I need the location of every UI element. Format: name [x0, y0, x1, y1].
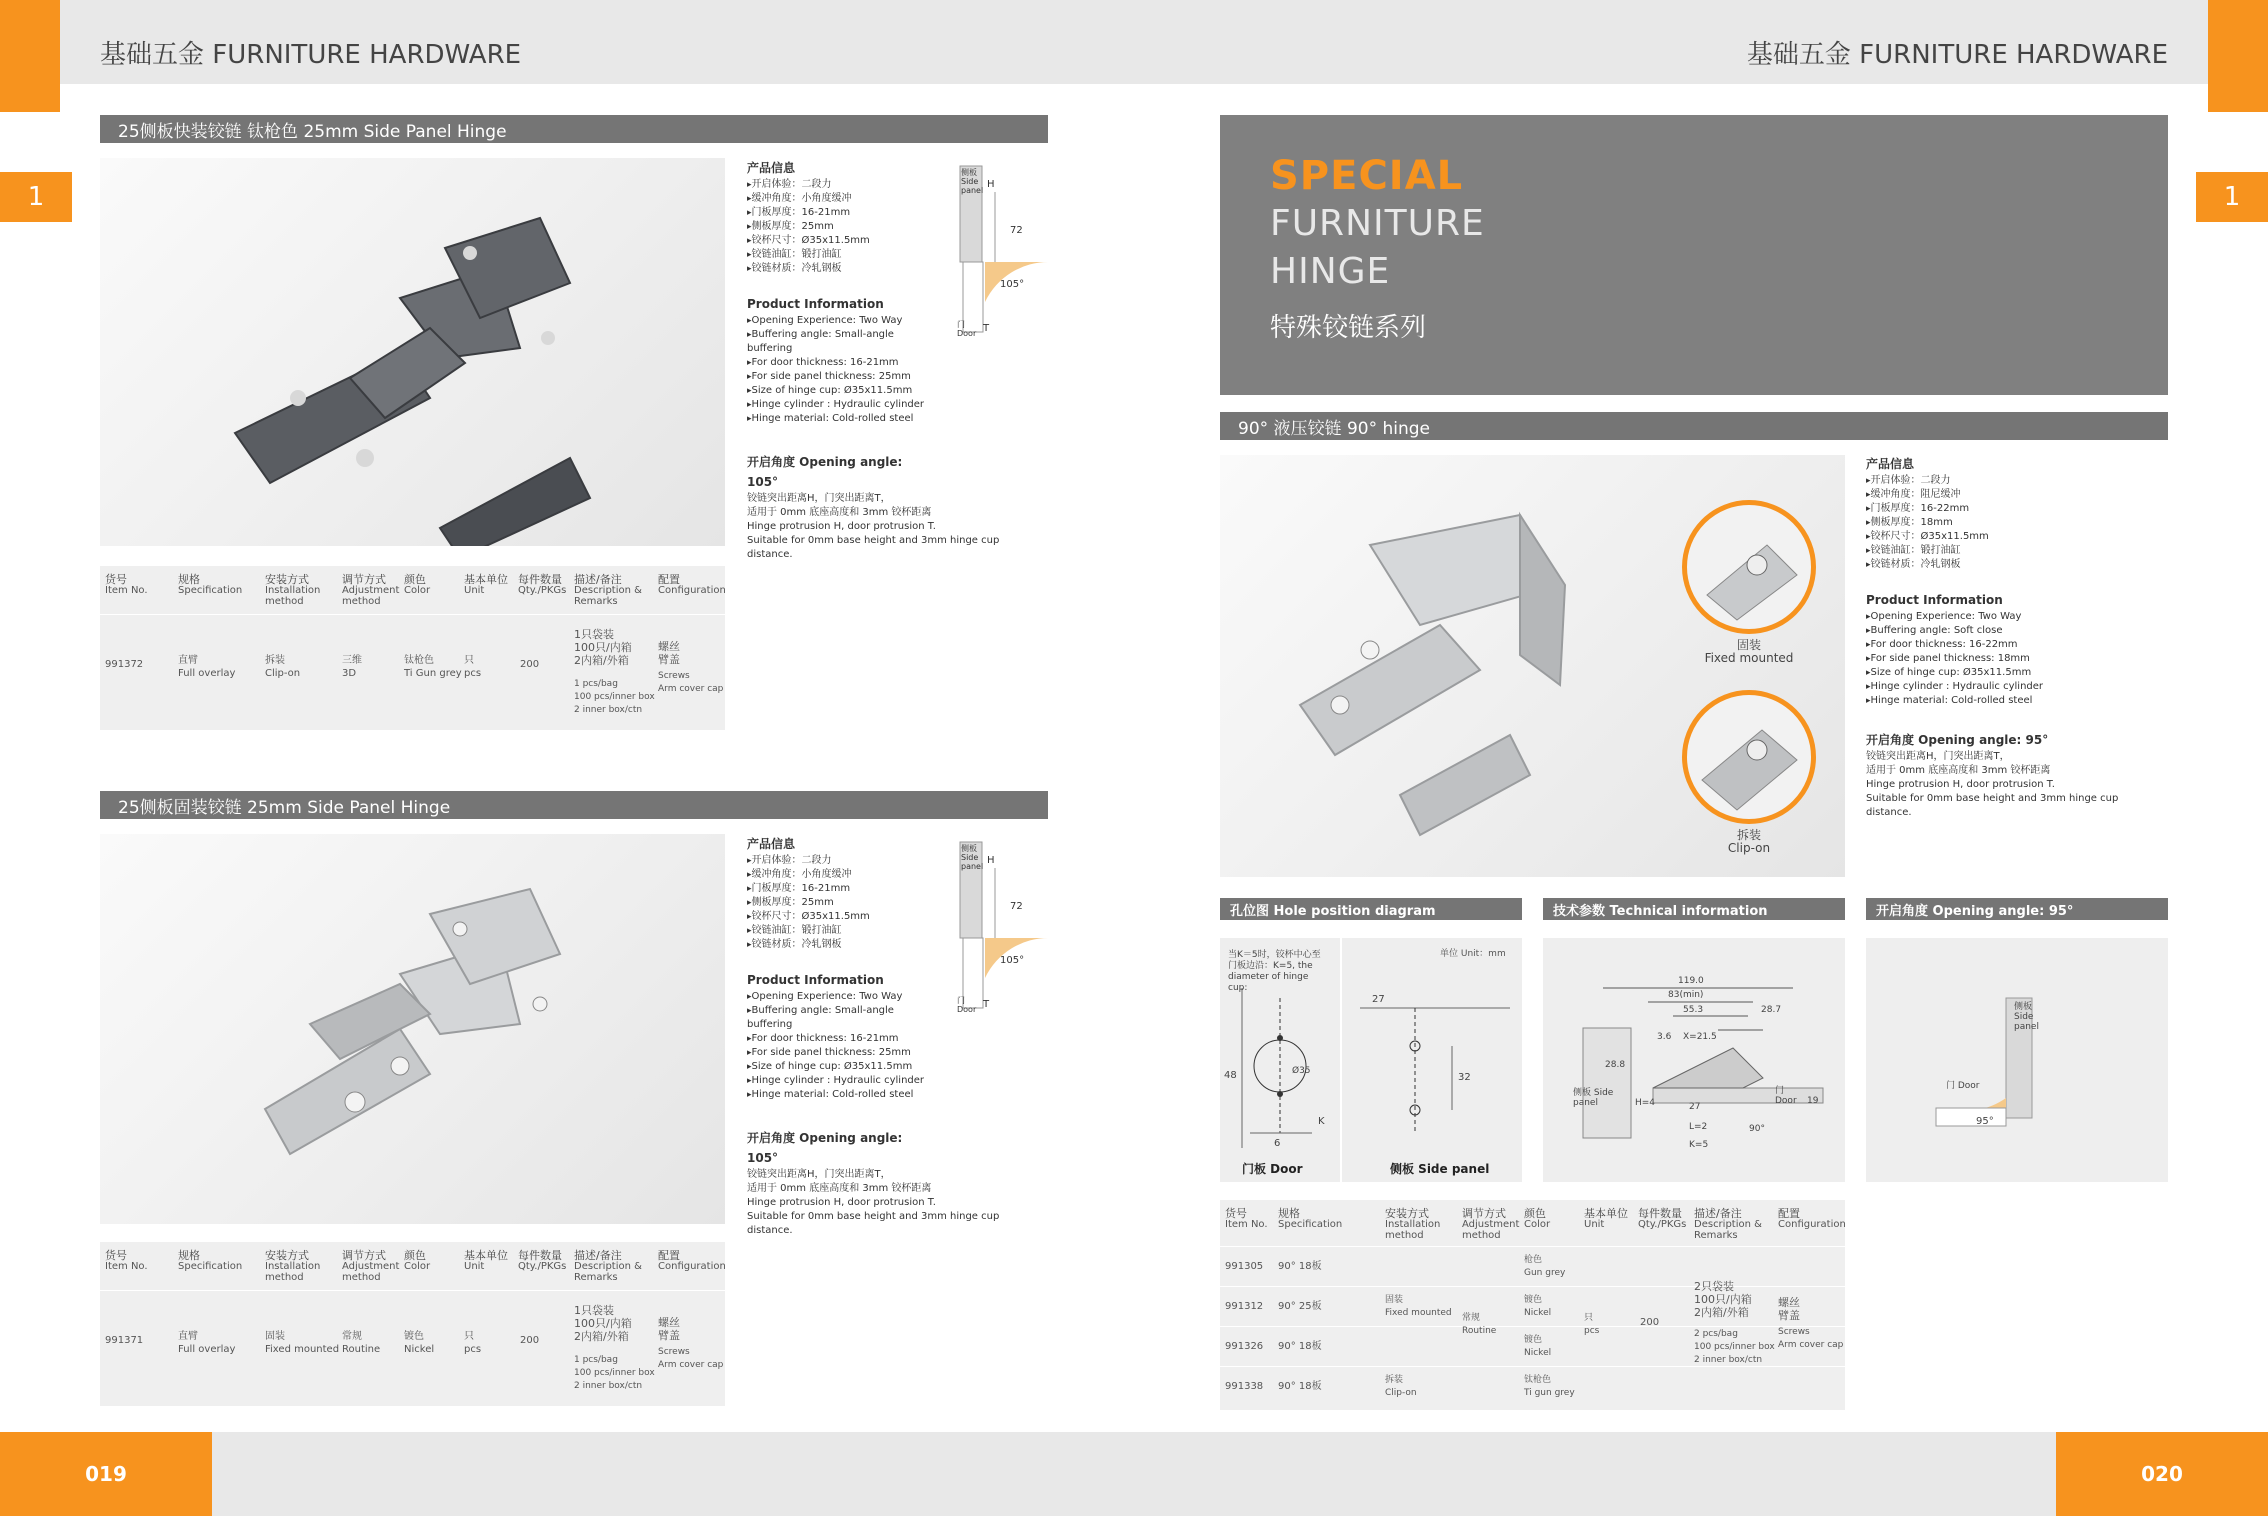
angle-note	[747, 492, 1047, 562]
qty: 200	[520, 659, 540, 670]
th-cn: 每件数量	[1638, 1207, 1682, 1220]
conf-cn: 螺丝 臂盖	[658, 1316, 680, 1342]
cell-cn: 只	[1584, 1313, 1594, 1323]
cell-en: pcs	[464, 1344, 482, 1355]
th-cn: 描述/备注	[574, 573, 622, 586]
angle-diagram-2	[955, 838, 1055, 1018]
th-en: Adjustment method	[1462, 1219, 1520, 1241]
hole-diagram-title: 孔位图 Hole position diagram	[1220, 898, 1522, 920]
cell-cn: 固装	[1385, 1295, 1404, 1305]
open-angle-title: 开启角度 Opening angle: 95°	[1866, 898, 2168, 920]
banner-hinge: HINGE	[1270, 251, 1391, 292]
th-en: Configuration	[658, 1261, 726, 1272]
info-cn-line: ▸ 缓冲角度：小角度缓冲	[747, 868, 927, 882]
item-no: 991371	[105, 1335, 144, 1346]
cell-cn: 钛枪色	[1524, 1375, 1552, 1385]
cell-cn: 只	[464, 1331, 474, 1342]
cell-cn: 钛枪色	[404, 655, 434, 666]
banner-furniture: FURNITURE	[1270, 203, 1485, 244]
info-cn-line: ▸ 铰链材质：冷轧钢板	[747, 938, 927, 952]
info-cn-line: ▸ 开启体验：二段力	[747, 178, 927, 192]
info-en-line: ▸ For side panel thickness: 25mm	[747, 1046, 927, 1060]
info-en-title: Product Information	[747, 973, 884, 987]
cell-en: Clip-on	[265, 668, 301, 679]
door-label: 门 Door	[957, 320, 977, 338]
info-cn-line: ▸ 门板厚度：16-22mm	[1866, 502, 2166, 516]
th-cn: 规格	[1278, 1207, 1300, 1220]
info-en-line: ▸ Hinge cylinder : Hydraulic cylinder	[747, 398, 927, 412]
unit-note: 单位 Unit：mm	[1440, 949, 1506, 959]
cell-en: Gun grey	[1524, 1268, 1566, 1278]
dim-label: 72	[1010, 901, 1023, 912]
angle-title: 开启角度 Opening angle: 95°	[1866, 733, 2049, 747]
th-cn: 每件数量	[518, 1249, 562, 1262]
fixed-cn: 固装	[1736, 638, 1761, 652]
th-en: Color	[1524, 1219, 1551, 1230]
cell-en: Ti gun grey	[1524, 1388, 1575, 1398]
th-cn: 每件数量	[518, 573, 562, 586]
cell-cn: 拆装	[1385, 1375, 1404, 1385]
cell-cn: 直臂	[178, 655, 198, 666]
cell-en: Nickel	[1524, 1308, 1552, 1318]
info-en-line: ▸ Opening Experience: Two Way	[1866, 610, 2166, 624]
th-cn: 调节方式	[342, 573, 386, 586]
tech-b: 83(min)	[1668, 990, 1704, 1000]
cell-en: pcs	[464, 668, 482, 679]
desc-cn: 2只袋装 100只/内箱 2内箱/外箱	[1694, 1280, 1752, 1319]
banner-cn: 特殊铰链系列	[1270, 313, 1427, 343]
cell-cn: 镀色	[1524, 1335, 1543, 1345]
detail-circle-clip	[1682, 690, 1816, 824]
spec-table-2	[100, 1242, 725, 1406]
info-cn-line: ▸ 铰杯尺寸：Ø35x11.5mm	[747, 910, 927, 924]
info-en-line: ▸ Buffering angle: Small-angle buffering	[747, 328, 927, 356]
info-panel-3	[1866, 452, 2166, 820]
row-divider	[100, 614, 725, 615]
cell-en: Nickel	[404, 1344, 435, 1355]
th-cn: 规格	[178, 573, 200, 586]
th-cn: 颜色	[404, 1249, 426, 1262]
cell-cn: 常规	[342, 1331, 362, 1342]
cell-cn: 枪色	[1524, 1255, 1543, 1265]
th-en: Unit	[464, 1261, 485, 1272]
dim-27: 27	[1372, 994, 1385, 1005]
th-cn: 描述/备注	[1694, 1207, 1742, 1220]
th-en: Description & Remarks	[1694, 1219, 1762, 1241]
angle-line: 铰链突出距离H，门突出距离T，	[747, 493, 891, 504]
info-cn-line: ▸ 铰杯尺寸：Ø35x11.5mm	[747, 234, 927, 248]
corner-tab-left	[0, 0, 60, 112]
th-cn: 配置	[1778, 1207, 1800, 1220]
th-cn: 调节方式	[342, 1249, 386, 1262]
tech-info-panel	[1543, 938, 1845, 1182]
th-en: Installation method	[265, 1261, 321, 1283]
item-no: 991312	[1225, 1301, 1264, 1312]
info-cn-line: ▸ 铰杯尺寸：Ø35x11.5mm	[1866, 530, 2166, 544]
th-cn: 配置	[658, 1249, 680, 1262]
th-cn: 规格	[178, 1249, 200, 1262]
th-en: Color	[404, 585, 431, 596]
info-en-line: ▸ Hinge cylinder : Hydraulic cylinder	[747, 1074, 927, 1088]
side-caption: 侧板 Side panel	[1390, 1162, 1490, 1176]
side-label: 侧板 Side panel	[961, 168, 984, 195]
info-en-line: ▸ Opening Experience: Two Way	[747, 990, 927, 1004]
open-door: 门 Door	[1946, 1081, 1980, 1091]
info-en-line: ▸ For door thickness: 16-21mm	[747, 356, 927, 370]
th-cn: 基本单位	[1584, 1207, 1628, 1220]
info-en-line: ▸ Hinge cylinder : Hydraulic cylinder	[1866, 680, 2166, 694]
spec-table-1	[100, 566, 725, 730]
conf-cn: 螺丝 臂盖	[1778, 1296, 1800, 1322]
cell-cn: 固装	[265, 1331, 285, 1342]
info-cn-line: ▸ 铰链油缸：锻打油缸	[747, 248, 927, 262]
th-en: Item No.	[105, 585, 148, 596]
spec: 90° 18板	[1278, 1341, 1322, 1352]
row-divider	[1220, 1246, 1845, 1247]
info-en-line: ▸ Hinge material: Cold-rolled steel	[747, 1088, 927, 1102]
info-cn-line: ▸ 侧板厚度：25mm	[747, 220, 927, 234]
open-deg: 95°	[1976, 1116, 1994, 1127]
info-en-line: ▸ Size of hinge cup: Ø35x11.5mm	[747, 384, 927, 398]
tech-info-title: 技术参数 Technical information	[1543, 898, 1845, 920]
angle-line: 铰链突出距离H，门突出距离T，	[1866, 751, 2010, 762]
tech-g: 28.8	[1605, 1060, 1626, 1070]
header-right: 基础五金 FURNITURE HARDWARE	[1746, 40, 2168, 70]
detail-circle-fixed	[1682, 500, 1816, 634]
th-en: Description & Remarks	[574, 585, 642, 607]
dim-label: 72	[1010, 225, 1023, 236]
section-title-1: 25侧板快装铰链 钛枪色 25mm Side Panel Hinge	[100, 115, 1048, 143]
fixed-label	[1682, 639, 1816, 665]
hinge-image-1	[100, 158, 725, 546]
tech-side: 侧板 Side panel	[1573, 1088, 1614, 1108]
side-label: 侧板 Side panel	[961, 844, 984, 871]
info-en-title: Product Information	[747, 297, 884, 311]
tech-f: X=21.5	[1683, 1032, 1717, 1042]
qty: 200	[520, 1335, 540, 1346]
angle-line: 适用于 0mm 底座高度和 3mm 铰杯距离	[747, 1183, 932, 1194]
fixed-en: Fixed mounted	[1704, 651, 1794, 665]
row-divider	[1220, 1326, 1845, 1327]
info-cn-title: 产品信息	[747, 837, 796, 851]
cell-cn: 镀色	[1524, 1295, 1543, 1305]
item-no: 991372	[105, 659, 144, 670]
angle-line: 铰链突出距离H，门突出距离T，	[747, 1169, 891, 1180]
info-en-line: ▸ For door thickness: 16-22mm	[1866, 638, 2166, 652]
dim-k: K	[1318, 1116, 1325, 1127]
footer-bar	[0, 1432, 2268, 1516]
cell-en: Ti Gun grey	[404, 668, 462, 679]
th-cn: 配置	[658, 573, 680, 586]
h-label: H	[987, 855, 995, 866]
t-label: T	[983, 323, 990, 334]
th-en: Item No.	[1225, 1219, 1268, 1230]
th-cn: 安装方式	[265, 1249, 309, 1262]
item-no: 991338	[1225, 1381, 1264, 1392]
tech-e: 3.6	[1657, 1032, 1672, 1042]
open-angle-panel	[1866, 938, 2168, 1182]
angle-line: Suitable for 0mm base height and 3mm hinge cup distance.	[1866, 793, 2119, 818]
info-en-line: ▸ Size of hinge cup: Ø35x11.5mm	[1866, 666, 2166, 680]
th-cn: 货号	[105, 573, 127, 586]
conf-en: Screws Arm cover cap	[658, 671, 724, 694]
tech-h: H=4	[1635, 1098, 1656, 1108]
info-cn-line: ▸ 侧板厚度：25mm	[747, 896, 927, 910]
angle-diagram-1	[955, 162, 1055, 342]
th-cn: 安装方式	[1385, 1207, 1429, 1220]
desc-cn: 1只袋装 100只/内箱 2内箱/外箱	[574, 1304, 632, 1343]
th-en: Qty./PKGs	[1638, 1219, 1687, 1230]
product-photo-1	[100, 158, 725, 546]
info-cn-line: ▸ 门板厚度：16-21mm	[747, 882, 927, 896]
th-cn: 货号	[1225, 1207, 1247, 1220]
spec: 90° 25板	[1278, 1301, 1322, 1312]
th-en: Qty./PKGs	[518, 585, 567, 596]
tech-j: L=2	[1689, 1122, 1708, 1132]
cell-en: Routine	[342, 1344, 381, 1355]
th-en: Installation method	[1385, 1219, 1441, 1241]
cell-en: Fixed mounted	[1385, 1308, 1452, 1318]
info-cn-line: ▸ 铰链油缸：锻打油缸	[1866, 544, 2166, 558]
info-en-line: ▸ Hinge material: Cold-rolled steel	[1866, 694, 2166, 708]
cell-cn: 常规	[1462, 1313, 1481, 1323]
cell-cn: 只	[464, 655, 474, 666]
dim-6: 6	[1274, 1138, 1281, 1149]
info-en-line: ▸ Opening Experience: Two Way	[747, 314, 927, 328]
item-no: 991326	[1225, 1341, 1264, 1352]
info-cn-line: ▸ 侧板厚度：18mm	[1866, 516, 2166, 530]
cell-cn: 拆装	[265, 655, 285, 666]
tech-d: 28.7	[1761, 1005, 1782, 1015]
angle-line: Hinge protrusion H, door protrusion T.	[747, 1197, 936, 1208]
info-cn-line: ▸ 门板厚度：16-21mm	[747, 206, 927, 220]
desc-en: 1 pcs/bag 100 pcs/inner box 2 inner box/ctn	[574, 1355, 655, 1391]
cell-cn: 镀色	[404, 1331, 424, 1342]
special-banner	[1220, 115, 2168, 395]
info-en-line: ▸ Buffering angle: Small-angle buffering	[747, 1004, 927, 1032]
page-number-right: 020	[2056, 1432, 2268, 1516]
cell-en: 3D	[342, 668, 357, 679]
dim-32: 32	[1458, 1072, 1471, 1083]
row-divider	[100, 1290, 725, 1291]
chapter-tab-left: 1	[0, 172, 72, 222]
info-en-line: ▸ Hinge material: Cold-rolled steel	[747, 412, 927, 426]
th-en: Adjustment method	[342, 1261, 400, 1283]
cell-en: Full overlay	[178, 1344, 236, 1355]
cell-en: Routine	[1462, 1326, 1497, 1336]
info-en-line: ▸ Size of hinge cup: Ø35x11.5mm	[747, 1060, 927, 1074]
cell-cn: 三维	[342, 655, 362, 666]
cell-en: Fixed mounted	[265, 1344, 340, 1355]
th-en: Specification	[178, 1261, 243, 1272]
angle-label: 105°	[1000, 955, 1025, 966]
info-en-line: ▸ Buffering angle: Soft close	[1866, 624, 2166, 638]
tech-k: K=5	[1689, 1140, 1709, 1150]
th-en: Configuration	[658, 585, 726, 596]
tech-c: 55.3	[1683, 1005, 1704, 1015]
conf-cn: 螺丝 臂盖	[658, 640, 680, 666]
th-cn: 货号	[105, 1249, 127, 1262]
angle-line: Hinge protrusion H, door protrusion T.	[1866, 779, 2055, 790]
th-cn: 调节方式	[1462, 1207, 1506, 1220]
info-en-title: Product Information	[1866, 593, 2003, 607]
cell-en: pcs	[1584, 1326, 1600, 1336]
th-en: Description & Remarks	[574, 1261, 642, 1283]
cell-en: Clip-on	[1385, 1388, 1417, 1398]
th-cn: 基本单位	[464, 573, 508, 586]
cell-cn: 直臂	[178, 1331, 198, 1342]
tech-i: 27	[1689, 1102, 1701, 1112]
cell-en: Nickel	[1524, 1348, 1552, 1358]
open-side: 侧板 Side panel	[2014, 1002, 2039, 1032]
info-en-line: ▸ For door thickness: 16-21mm	[747, 1032, 927, 1046]
product-photo-3	[1220, 455, 1845, 877]
qty: 200	[1640, 1317, 1660, 1328]
angle-note	[747, 1168, 1047, 1238]
dim-phi: Ø35	[1292, 1066, 1311, 1076]
spec: 90° 18板	[1278, 1261, 1322, 1272]
hole-note: 当K＝5时，铰杯中心至门板边沿：K=5, the diameter of hinge cup:	[1228, 950, 1321, 993]
header-left: 基础五金 FURNITURE HARDWARE	[100, 40, 522, 70]
info-cn-line: ▸ 铰链材质：冷轧钢板	[1866, 558, 2166, 572]
th-en: Installation method	[265, 585, 321, 607]
th-cn: 描述/备注	[574, 1249, 622, 1262]
cell-en: Full overlay	[178, 668, 236, 679]
page-number-left: 019	[0, 1432, 212, 1516]
th-en: Specification	[1278, 1219, 1343, 1230]
th-en: Unit	[1584, 1219, 1605, 1230]
h-label: H	[987, 179, 995, 190]
angle-line: Hinge protrusion H, door protrusion T.	[747, 521, 936, 532]
clip-cn: 拆装	[1736, 828, 1761, 842]
angle-note	[1866, 750, 2166, 820]
info-en-line: ▸ For side panel thickness: 18mm	[1866, 652, 2166, 666]
angle-line: 适用于 0mm 底座高度和 3mm 铰杯距离	[747, 507, 932, 518]
desc-en: 2 pcs/bag 100 pcs/inner box 2 inner box/ctn	[1694, 1329, 1775, 1365]
hinge-image-2	[100, 834, 725, 1224]
clip-en: Clip-on	[1727, 841, 1771, 855]
section-title-2: 25侧板固装铰链 25mm Side Panel Hinge	[100, 791, 1048, 819]
info-en-line: ▸ For side panel thickness: 25mm	[747, 370, 927, 384]
angle-label: 105°	[1000, 279, 1025, 290]
spec: 90° 18板	[1278, 1381, 1322, 1392]
th-en: Unit	[464, 585, 485, 596]
angle-title: 开启角度 Opening angle: 105°	[747, 455, 903, 489]
info-cn-line: ▸ 开启体验：二段力	[747, 854, 927, 868]
info-cn-title: 产品信息	[747, 161, 796, 175]
th-en: Color	[404, 1261, 431, 1272]
corner-tab-right	[2208, 0, 2268, 112]
th-en: Item No.	[105, 1261, 148, 1272]
conf-en: Screws Arm cover cap	[1778, 1327, 1844, 1350]
th-cn: 安装方式	[265, 573, 309, 586]
info-cn-line: ▸ 缓冲角度：阻尼缓冲	[1866, 488, 2166, 502]
tech-door: 门 Door	[1775, 1086, 1797, 1106]
angle-line: 适用于 0mm 底座高度和 3mm 铰杯距离	[1866, 765, 2051, 776]
th-en: Adjustment method	[342, 585, 400, 607]
desc-cn: 1只袋装 100只/内箱 2内箱/外箱	[574, 628, 632, 667]
chapter-tab-right: 1	[2196, 172, 2268, 222]
tech-v: 19	[1807, 1096, 1819, 1106]
spec-table-3	[1220, 1200, 1845, 1410]
angle-title: 开启角度 Opening angle: 105°	[747, 1131, 903, 1165]
angle-line: Suitable for 0mm base height and 3mm hinge cup distance.	[747, 535, 1000, 560]
th-cn: 颜色	[1524, 1207, 1546, 1220]
desc-en: 1 pcs/bag 100 pcs/inner box 2 inner box/ctn	[574, 679, 655, 715]
door-caption: 门板 Door	[1242, 1162, 1303, 1176]
product-photo-2	[100, 834, 725, 1224]
tech-deg: 90°	[1749, 1124, 1765, 1134]
info-cn-line: ▸ 铰链油缸：锻打油缸	[747, 924, 927, 938]
item-no: 991305	[1225, 1261, 1264, 1272]
angle-line: Suitable for 0mm base height and 3mm hinge cup distance.	[747, 1211, 1000, 1236]
th-cn: 基本单位	[464, 1249, 508, 1262]
hole-diagram-panel	[1220, 938, 1522, 1182]
door-label: 门 Door	[957, 996, 977, 1014]
banner-special: SPECIAL	[1270, 153, 1464, 199]
th-en: Qty./PKGs	[518, 1261, 567, 1272]
dim-48: 48	[1224, 1070, 1237, 1081]
info-cn-line: ▸ 缓冲角度：小角度缓冲	[747, 192, 927, 206]
info-cn-line: ▸ 开启体验：二段力	[1866, 474, 2166, 488]
clip-label	[1682, 829, 1816, 855]
section-title-3: 90° 液压铰链 90° hinge	[1220, 412, 2168, 440]
th-en: Configuration	[1778, 1219, 1846, 1230]
conf-en: Screws Arm cover cap	[658, 1347, 724, 1370]
info-cn-title: 产品信息	[1866, 457, 1915, 471]
tech-a: 119.0	[1678, 976, 1704, 986]
th-cn: 颜色	[404, 573, 426, 586]
t-label: T	[983, 999, 990, 1010]
info-cn-line: ▸ 铰链材质：冷轧钢板	[747, 262, 927, 276]
open-drawing	[1866, 938, 2168, 1182]
th-en: Specification	[178, 585, 243, 596]
